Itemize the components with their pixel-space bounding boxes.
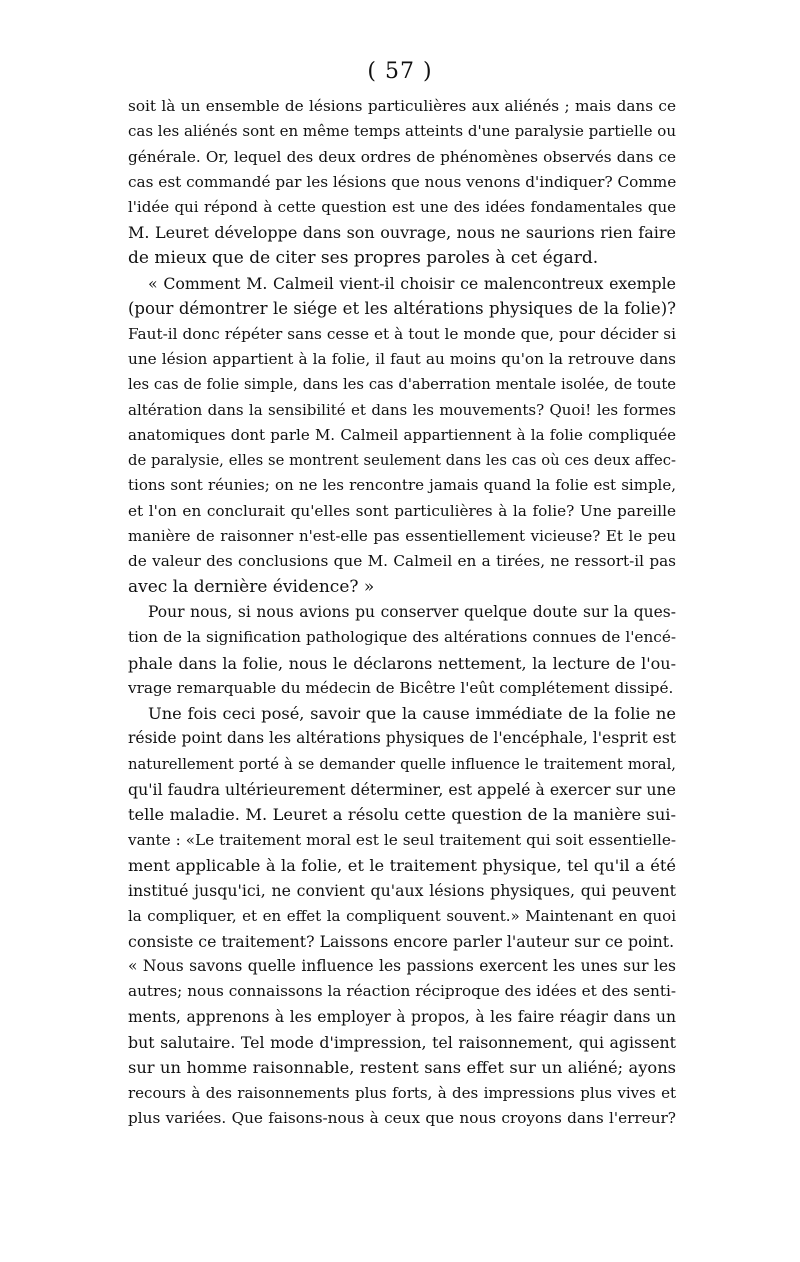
text-line: qu'il faudra ultérieurement déterminer, est appelé à exercer sur une — [128, 780, 676, 800]
text-line: générale. Or, lequel des deux ordres de phénomènes observés dans ce — [128, 147, 676, 166]
text-line: de valeur des conclusions que M. Calmeil en a tirées, ne ressort-il pas — [128, 552, 676, 571]
text-line: réside point dans les altérations physiques de l'encéphale, l'esprit est — [128, 729, 676, 748]
text-line: de mieux que de citer ses propres paroles à cet égard. — [128, 247, 599, 268]
body-text — [128, 94, 676, 1131]
text-line: les cas de folie simple, dans les cas d'aberration mentale isolée, de toute — [128, 376, 676, 394]
text-line: telle maladie. M. Leuret a résolu cette question de la manière sui- — [128, 805, 676, 825]
text-line: cas est commandé par les lésions que nous venons d'indiquer? Comme — [128, 172, 676, 191]
text-line: Pour nous, si nous avions pu conserver quelque doute sur la ques- — [148, 602, 676, 621]
text-line: soit là un ensemble de lésions particulières aux aliénés ; mais dans ce — [128, 97, 676, 115]
text-line: altération dans la sensibilité et dans les mouvements? Quoi! les formes — [128, 400, 676, 419]
text-line: l'idée qui répond à cette question est une des idées fondamentales que — [128, 198, 676, 217]
text-line: une lésion appartient à la folie, il faut au moins qu'on la retrouve dans — [128, 349, 676, 368]
text-line: tions sont réunies; on ne les rencontre jamais quand la folie est simple, — [128, 476, 676, 495]
text-line: de paralysie, elles se montrent seulement dans les cas où ces deux affec- — [128, 452, 676, 470]
text-line: avec la dernière évidence? » — [128, 576, 375, 597]
text-line: plus variées. Que faisons-nous à ceux que nous croyons dans l'erreur? — [128, 1108, 676, 1127]
text-line: ment applicable à la folie, et le traitement physique, tel qu'il a été — [128, 855, 676, 875]
text-line: (pour démontrer le siége et les altérations physiques de la folie)? — [128, 299, 676, 319]
page-number: ( 57 ) — [367, 59, 433, 84]
text-line: recours à des raisonnements plus forts, à des impressions plus vives et — [128, 1083, 676, 1102]
text-line: sur un homme raisonnable, restent sans effet sur un aliéné; ayons — [128, 1058, 676, 1078]
text-line: but salutaire. Tel mode d'impression, tel raisonnement, qui agissent — [128, 1032, 676, 1052]
text-line: phale dans la folie, nous le déclarons nettement, la lecture de l'ou- — [128, 653, 676, 673]
text-line: vrage remarquable du médecin de Bicêtre l'eût complétement dissipé. — [128, 678, 674, 697]
text-line: naturellement porté à se demander quelle influence le traitement moral, — [128, 755, 676, 773]
text-line: ments, apprenons à les employer à propos, à les faire réagir dans un — [128, 1007, 676, 1026]
text-line: Faut-il donc répéter sans cesse et à tout le monde que, pour décider si — [128, 324, 676, 343]
text-line: autres; nous connaissons la réaction réciproque des idées et des senti- — [128, 982, 676, 1001]
text-line: manière de raisonner n'est-elle pas essentiellement vicieuse? Et le peu — [128, 527, 676, 546]
text-line: M. Leuret développe dans son ouvrage, nous ne saurions rien faire — [128, 223, 676, 243]
text-line: la compliquer, et en effet la compliquent souvent.» Maintenant en quoi — [128, 906, 676, 925]
text-line: anatomiques dont parle M. Calmeil appartiennent à la folie compliquée — [128, 425, 676, 444]
text-line: et l'on en conclurait qu'elles sont particulières à la folie? Une pareille — [128, 501, 676, 520]
text-line: tion de la signification pathologique des altérations connues de l'encé- — [128, 628, 676, 647]
text-line: institué jusqu'ici, ne convient qu'aux lésions physiques, qui peuvent — [128, 881, 676, 901]
text-line: cas les aliénés sont en même temps atteints d'une paralysie partielle ou — [128, 122, 676, 141]
text-line: « Comment M. Calmeil vient-il choisir ce malencontreux exemple — [148, 274, 676, 294]
text-line: « Nous savons quelle influence les passions exercent les unes sur les — [128, 957, 676, 976]
text-line: Une fois ceci posé, savoir que la cause immédiate de la folie ne — [148, 704, 676, 724]
text-line: vante : «Le traitement moral est le seul traitement qui soit essentielle- — [128, 830, 676, 849]
text-line: consiste ce traitement? Laissons encore parler l'auteur sur ce point. — [128, 931, 675, 951]
